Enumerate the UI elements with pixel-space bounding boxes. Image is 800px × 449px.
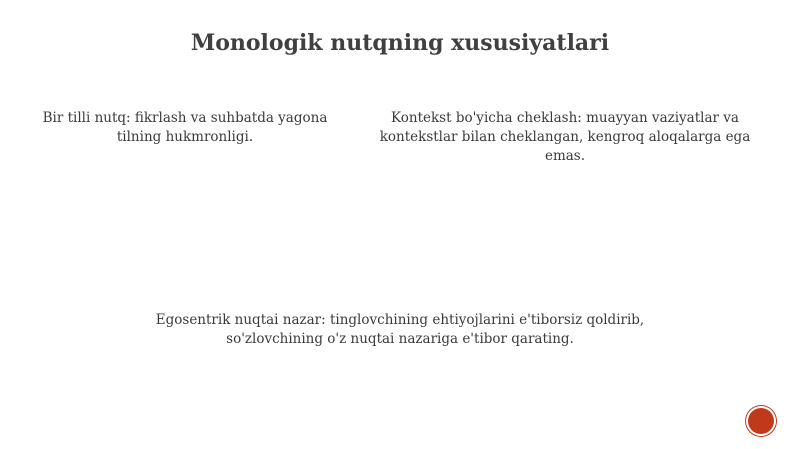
slide-title: Monologik nutqning xususiyatlari (190, 30, 610, 56)
point-monolingual: Bir tilli nutq: fikrlash va suhbatda yagona tilning hukmronligi. (42, 110, 328, 145)
circle-nav-icon[interactable] (748, 408, 774, 434)
point-egocentric: Egosentrik nuqtai nazar: tinglovchining ehtiyojlarini e'tiborsiz qoldirib, so'zlovchining o'z nuqtai nazariga e'tibor qarating. (155, 312, 645, 347)
point-context-limit: Kontekst bo'yicha cheklash: muayyan vaziyatlar va kontekstlar bilan cheklangan, kengroq aloqalarga ega emas. (379, 110, 751, 164)
